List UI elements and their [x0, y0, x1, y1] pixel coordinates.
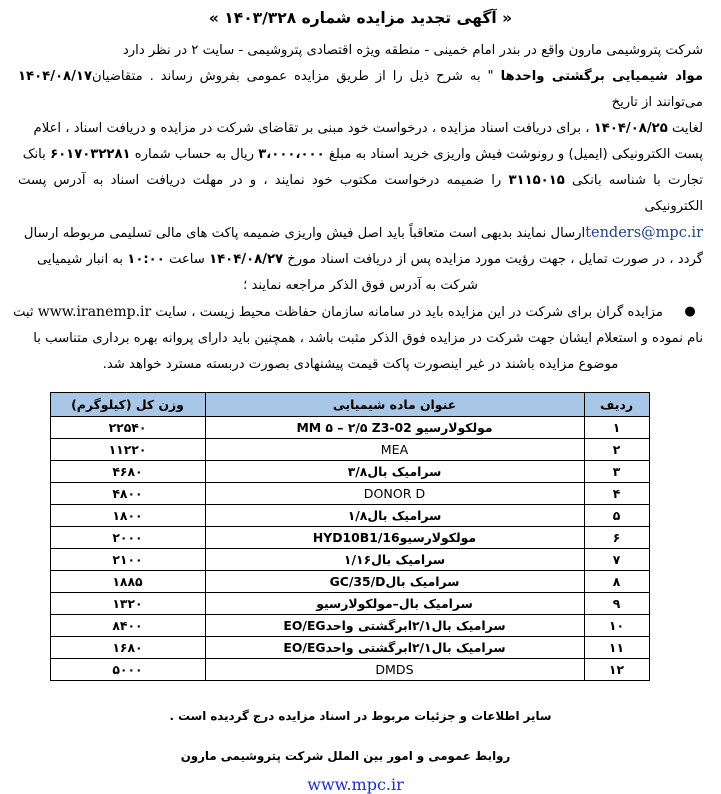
cell-chemical-name: DONOR D [205, 483, 584, 505]
cell-total-weight: ۵۰۰۰ [50, 659, 205, 681]
body-line-5-prefix: تجارت با شناسه بانکی [571, 173, 703, 188]
body-line-4-suffix: بانک [22, 147, 46, 162]
table-row [50, 571, 649, 593]
body-line-3 [18, 116, 703, 142]
cell-chemical-name: سرامیک بال۱/۸ [205, 505, 584, 527]
cell-chemical-name: سرامیک بالGC/35/D [205, 571, 584, 593]
cell-index: ۸ [584, 571, 649, 593]
table-row [50, 527, 649, 549]
body-line-4 [18, 142, 703, 168]
bullet-dot-icon: ● [684, 304, 696, 319]
body-line-2-rest: " به شرح ذیل را از طریق مزایده عمومی بفروش رساند . متقاضیان می‌توانند از تاریخ [92, 69, 703, 110]
cell-index: ۱۲ [584, 659, 649, 681]
body-line-7-prefix: گردد ، در صورت تمایل ، جهت رؤیت مورد مزایده پس از دریافت اسناد مورخ [287, 252, 703, 267]
cell-index: ۲ [584, 439, 649, 461]
subject-bold-text: مواد شیمیایی برگشتی واحدها [500, 69, 703, 84]
body-line-7-suffix: به انبار شیمیایی [36, 252, 124, 267]
table-body [50, 417, 649, 681]
bullet-list [14, 299, 707, 378]
bank-account-number: ۶۰۱۷۰۳۲۲۸۱ [50, 147, 131, 162]
footer-department: روابط عمومی و امور بین الملل شرکت پتروشیمی مارون [180, 749, 511, 763]
bullet-line-2-text: نام نموده و استعلام ایشان جهت شرکت در مزایده فوق الذکر مثبت باشد ، همچنین باید دارای پروانه بهره برداری متناسب با [33, 331, 703, 346]
table-row [50, 505, 649, 527]
table-header-row [50, 393, 649, 417]
cell-chemical-name: MEA [205, 439, 584, 461]
table-row [50, 659, 649, 681]
table-row [50, 549, 649, 571]
footer-website-container [14, 775, 707, 794]
table-head [50, 393, 649, 417]
body-line-5-group [18, 168, 703, 220]
start-date: ۱۴۰۴/۰۸/۱۷ [18, 69, 93, 84]
table-row [50, 593, 649, 615]
cell-total-weight: ۴۶۸۰ [50, 461, 205, 483]
table-row [50, 615, 649, 637]
cell-chemical-name: مولکولارسیو MM ۵ – ۲/۵ Z3-02 [205, 417, 584, 439]
body-line-7-group [37, 247, 703, 273]
cell-index: ۶ [584, 527, 649, 549]
cell-chemical-name: سرامیک بال۲/۱ابرگشتی واحدEO/EG [205, 615, 584, 637]
body-line-4-mid: ریال به حساب شماره [134, 147, 255, 162]
cell-total-weight: ۱۶۸۰ [50, 637, 205, 659]
cell-index: ۴ [584, 483, 649, 505]
cell-chemical-name: سرامیک بال۳/۸ [205, 461, 584, 483]
cell-total-weight: ۸۴۰۰ [50, 615, 205, 637]
bullet-line-3-text: موضوع مزایده باشند در غیر اینصورت پاکت قیمت پیشنهادی بصورت دربسته مسترد خواهد شد. [102, 357, 619, 372]
bullet-line-3 [18, 352, 703, 378]
cell-total-weight: ۲۰۰۰ [50, 527, 205, 549]
bullet-item-1 [12, 299, 703, 326]
cell-total-weight: ۲۱۰۰ [50, 549, 205, 571]
body-line-2 [18, 64, 703, 116]
company-website-link[interactable]: www.mpc.ir [307, 775, 404, 794]
end-date: ۱۴۰۴/۰۸/۲۵ [593, 121, 668, 136]
cell-index: ۳ [584, 461, 649, 483]
cell-total-weight: ۱۳۲۰ [50, 593, 205, 615]
iranemp-website-link[interactable]: www.iranemp.ir [37, 304, 152, 320]
body-line-1 [18, 38, 703, 64]
body-line-2-group [92, 64, 703, 116]
column-header-name: عنوان ماده شیمیایی [205, 393, 584, 417]
body-line-5 [18, 168, 703, 220]
body-line-8-text: شرکت به آدرس فوق الذکر مراجعه نمایند ؛ [243, 278, 478, 293]
body-line-3-group [34, 116, 703, 142]
chemicals-table [50, 392, 650, 681]
visit-date: ۱۴۰۴/۰۸/۲۷ [209, 252, 284, 267]
column-header-index: ردیف [584, 393, 649, 417]
table-row [50, 417, 649, 439]
cell-total-weight: ۲۲۵۴۰ [50, 417, 205, 439]
tender-email-link[interactable]: tenders@mpc.ir [585, 225, 703, 241]
body-line-3-rest: ، برای دریافت اسناد مزایده ، درخواست خود مبنی بر تقاضای شرکت در مزایده و دریافت اسناد ، اعلام [33, 121, 590, 136]
body-paragraph [14, 38, 707, 299]
body-line-6 [18, 220, 703, 247]
cell-index: ۷ [584, 549, 649, 571]
body-line-8 [18, 273, 703, 299]
cell-total-weight: ۱۱۲۲۰ [50, 439, 205, 461]
chemicals-table-container [72, 392, 650, 681]
bullet-line-1-prefix: مزایده گران برای شرکت در این مزایده باید در سامانه سازمان حفاظت محیط زیست ، سایت [155, 305, 663, 320]
bank-identifier: ۳۱۱۵۰۱۵ [508, 173, 565, 188]
table-row [50, 439, 649, 461]
cell-index: ۱۱ [584, 637, 649, 659]
cell-chemical-name: سرامیک بال۱/۱۶ [205, 549, 584, 571]
cell-chemical-name: سرامیک بال–مولکولارسیو [205, 593, 584, 615]
cell-chemical-name: DMDS [205, 659, 584, 681]
body-line-6-group [24, 220, 703, 247]
table-row [50, 483, 649, 505]
page-title: « آگهی تجدید مزایده شماره ۱۴۰۳/۳۲۸ » [208, 9, 513, 27]
document-fee-amount: ۳،۰۰۰،۰۰۰ [258, 147, 325, 162]
column-header-weight: وزن کل (کیلوگرم) [50, 393, 205, 417]
cell-total-weight: ۱۸۰۰ [50, 505, 205, 527]
body-line-4-prefix: پست الکترونیکی (ایمیل) و رونوشت فیش واریزی خرید اسناد به مبلغ [328, 147, 703, 162]
table-row [50, 461, 649, 483]
body-line-3-prefix: لغایت [671, 121, 703, 136]
cell-index: ۹ [584, 593, 649, 615]
bullet-line-2 [18, 326, 703, 352]
table-row [50, 637, 649, 659]
body-line-6-rest: ارسال نمایند بدیهی است متعاقباً باید اصل فیش واریزی ضمیمه پاکت های مالی تسلیمی مربوطه ارسال [23, 226, 586, 241]
cell-index: ۱۰ [584, 615, 649, 637]
body-line-7-mid: ساعت [168, 252, 205, 267]
body-line-7 [18, 247, 703, 273]
cell-chemical-name: مولکولارسیوHYD10B1/16 [205, 527, 584, 549]
footer-note: سایر اطلاعات و جزئیات مربوط در اسناد مزایده درج گردیده است . [169, 709, 552, 723]
body-line-4-group [23, 142, 703, 168]
cell-total-weight: ۴۸۰۰ [50, 483, 205, 505]
cell-chemical-name: سرامیک بال۲/۱ابرگشتی واحدEO/EG [205, 637, 584, 659]
bullet-line-1-suffix: ثبت [12, 305, 34, 320]
cell-index: ۱ [584, 417, 649, 439]
cell-total-weight: ۱۸۸۵ [50, 571, 205, 593]
visit-time: ۱۰:۰۰ [127, 252, 165, 267]
cell-index: ۵ [584, 505, 649, 527]
body-line-1-text: شرکت پتروشیمی مارون واقع در بندر امام خمینی - منطقه ویژه اقتصادی پتروشیمی - سایت ۲ در نظر دارد [122, 43, 703, 58]
body-line-5-rest: را ضمیمه درخواست مکتوب خود نمایند ، و در مهلت دریافت اسناد به آدرس پست الکترونیکی [18, 173, 703, 214]
